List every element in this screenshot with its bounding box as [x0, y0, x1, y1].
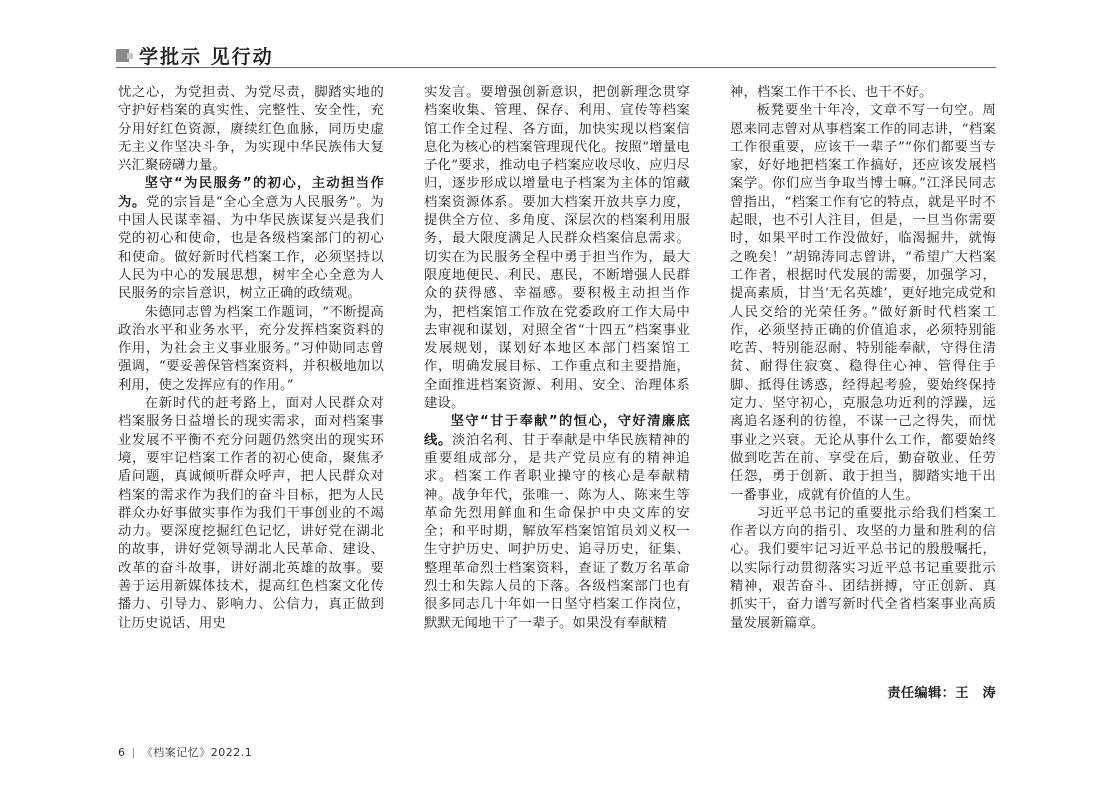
page-footer — [118, 744, 252, 760]
text-column-2 — [424, 84, 690, 633]
text-column-3 — [730, 84, 996, 633]
subheading: 坚守“为民服务”的初心，主动担当作为。 — [118, 176, 384, 210]
paragraph — [424, 413, 690, 633]
paragraph: 神，档案工作干不长、也干不好。 — [730, 85, 933, 100]
section-marker-icon — [116, 49, 129, 62]
page-header — [116, 42, 274, 69]
paragraph — [118, 175, 384, 303]
header-divider — [116, 67, 996, 68]
journal-issue: 《档案记忆》2022.1 — [141, 746, 253, 759]
responsible-editor: 责任编辑：王 涛 — [887, 686, 996, 701]
footer-separator: | — [131, 746, 136, 759]
paragraph: 在新时代的赶考路上，面对人民群众对档案服务日益增长的现实需求，面对档案事业发展不平衡不充分问题仍然突出的现实环境，要牢记档案工作者的初心使命，聚焦矛盾问题，真诚倾听群众呼声，把人民群众对档案的需求作为我们的奋斗目标，把为人民群众办好事做实事作为我们干事创业的不竭动力。要深度挖掘红色记忆，讲好党在湖北的故事，讲好党领导湖北人民革命、建设、改革的奋斗故事，讲好湖北英雄的故事。要善于运用新媒体技术，提高红色档案文化传播力、引导力、影响力、公信力，真正做到让历史说话、用史 — [118, 396, 384, 631]
paragraph: 忧之心，为党担责、为党尽责，脚踏实地的守护好档案的真实性、完整性、安全性，充分用好红色资源，赓续红色血脉，同历史虚无主义作坚决斗争，为实现中华民族伟大复兴汇聚磅礴力量。 — [118, 85, 384, 174]
paragraph: 朱德同志曾为档案工作题词，“不断提高政治水平和业务水平，充分发挥档案资料的作用，为社会主义事业服务。”习仲勋同志曾强调，“要妥善保管档案资料，并积极地加以利用，使之发挥应有的作用。” — [118, 304, 384, 393]
page-number: 6 — [118, 746, 126, 759]
paragraph-text: 党的宗旨是“全心全意为人民服务”。为中国人民谋幸福、为中华民族谋复兴是我们党的初心和使命，也是各级档案部门的初心和使命。做好新时代档案工作，必须坚持以人民为中心的发展思想，树牢全心全意为人民服务的宗旨意识，树立正确的政绩观。 — [118, 194, 384, 302]
section-title: 学批示 见行动 — [139, 46, 274, 68]
text-column-1 — [118, 84, 384, 633]
paragraph: 习近平总书记的重要批示给我们档案工作者以方向的指引、攻坚的力量和胜利的信心。我们要牢记习近平总书记的殷殷嘱托，以实际行动贯彻落实习近平总书记重要批示精神，艰苦奋斗、团结拼搏，守正创新、真抓实干，奋力谱写新时代全省档案事业高质量发展新篇章。 — [730, 505, 996, 631]
paragraph-text: 淡泊名利、甘于奉献是中华民族精神的重要组成部分，是共产党员应有的精神追求。档案工作者职业操守的核心是奉献精神。战争年代，张唯一、陈为人、陈来生等革命先烈用鲜血和生命保护中央文库的安全；和平时期，解放军档案馆馆员刘义权一生守护历史、呵护历史、追寻历史，征集、整理革命烈士档案资料，查证了数万名革命烈士和失踪人员的下落。各级档案部门也有很多同志几十年如一日坚守档案工作岗位，默默无闻地干了一辈子。如果没有奉献精 — [424, 432, 690, 631]
paragraph: 板凳要坐十年冷，文章不写一句空。周恩来同志曾对从事档案工作的同志讲，“档案工作很重要，应该干一辈子”“你们都要当专家，好好地把档案工作搞好，还应该发展档案学。你们应当争取当博士嘛。”江泽民同志曾指出，“档案工作有它的特点，就是平时不起眼，也不引人注目，但是，一旦当你需要时，如果平时工作没做好，临渴掘井，就悔之晚矣！”胡锦涛同志曾讲，“希望广大档案工作者，根据时代发展的需要，加强学习，提高素质，甘当‘无名英雄’，更好地完成党和人民交给的光荣任务。”做好新时代档案工作，必须坚持正确的价值追求，必须特别能吃苦、特别能忍耐、特别能奉献，守得住清贫、耐得住寂寞、稳得住心神、管得住手脚、抵得住诱惑，经得起考验，要始终保持定力、坚守初心，克服急功近利的浮躁，远离追名逐利的彷徨，不谋一己之得失，而忧事业之兴衰。无论从事什么工作，都要始终做到吃苦在前、享受在后，勤奋敬业、任劳任怨，勇于创新、敢于担当，脚踏实地干出一番事业，成就有价值的人生。 — [730, 103, 996, 503]
paragraph: 实发言。要增强创新意识，把创新理念贯穿档案收集、管理、保存、利用、宣传等档案馆工作全过程、各方面，加快实现以档案信息化为核心的档案管理现代化。按照“增量电子化”要求，推动电子档案应收尽收、应归尽归，逐步形成以增量电子档案为主体的馆藏档案资源体系。要加大档案开放共享力度，提供全方位、多角度、深层次的档案利用服务，最大限度满足人民群众档案信息需求。切实在为民服务全程中勇于担当作为，最大限度地便民、利民、惠民，不断增强人民群众的获得感、幸福感。要积极主动担当作为，把档案馆工作放在党委政府工作大局中去审视和谋划，对照全省“十四五”档案事业发展规划，谋划好本地区本部门档案馆工作，明确发展目标、工作重点和主要措施，全面推进档案资源、利用、安全、治理体系建设。 — [424, 85, 690, 412]
subheading: 坚守“甘于奉献”的恒心，守好清廉底线。 — [424, 414, 690, 448]
